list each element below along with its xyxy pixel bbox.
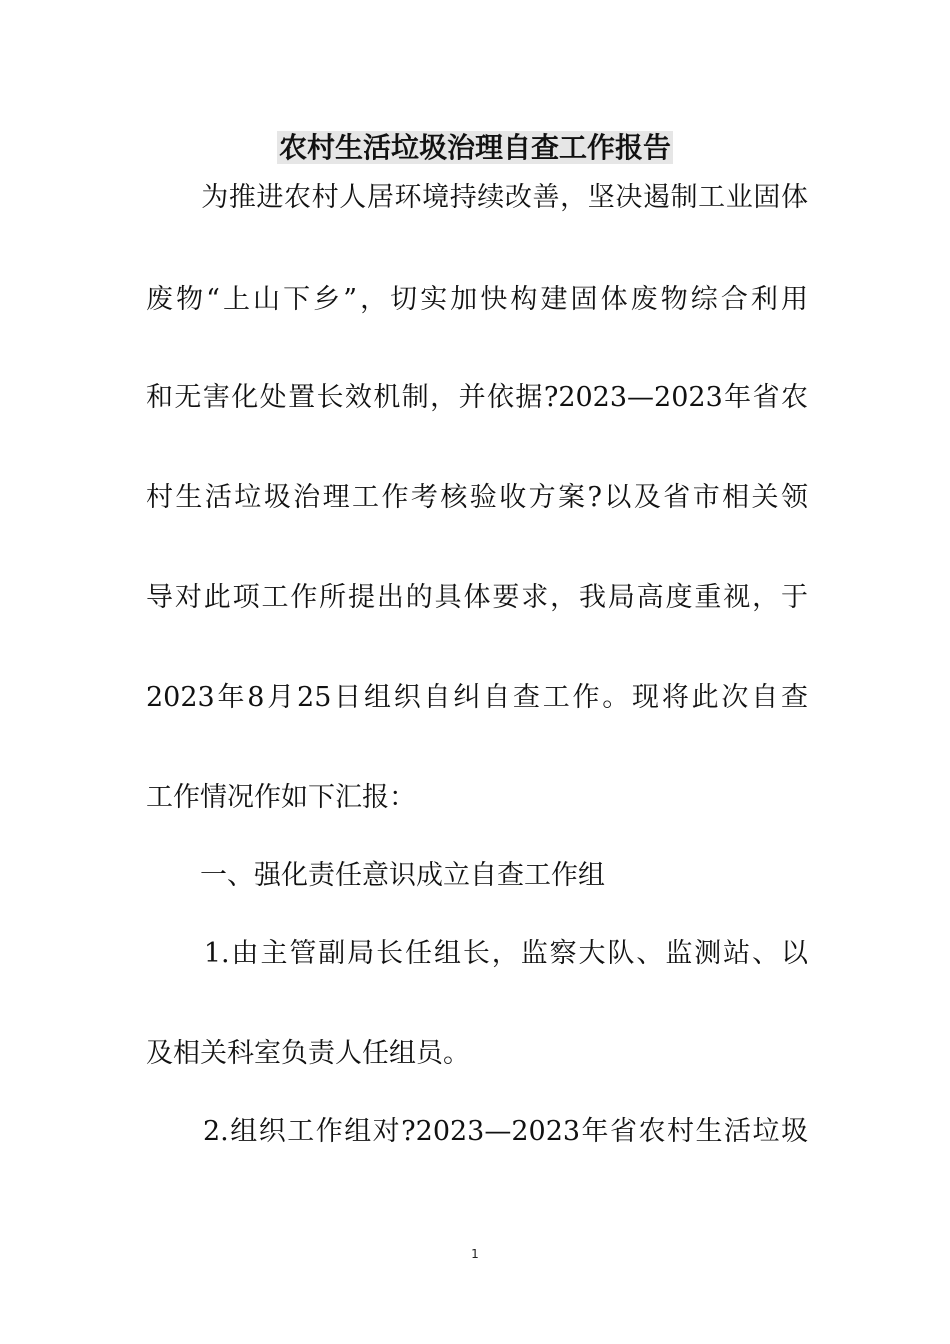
paragraph-line: 2023年8月25日组织自纠自查工作。现将此次自查: [146, 682, 808, 713]
document-title: [0, 128, 950, 168]
document-title-text: 农村生活垃圾治理自查工作报告: [278, 131, 671, 164]
paragraph-line: 导对此项工作所提出的具体要求，我局高度重视，于: [146, 582, 808, 613]
paragraph-line: 村生活垃圾治理工作考核验收方案?以及省市相关领: [146, 482, 808, 513]
section-heading: 一、强化责任意识成立自查工作组: [146, 860, 605, 891]
paragraph-line: 及相关科室负责人任组员。: [146, 1038, 470, 1069]
paragraph-line: 2.组织工作组对?2023—2023年省农村生活垃圾: [146, 1116, 808, 1147]
paragraph-line: 1.由主管副局长任组长，监察大队、监测站、以: [146, 938, 808, 969]
paragraph-line: 工作情况作如下汇报：: [146, 782, 416, 813]
page-number: 1: [471, 1247, 479, 1261]
paragraph-line: 废物“上山下乡”，切实加快构建固体废物综合利用: [146, 284, 808, 315]
paragraph-line: 为推进农村人居环境持续改善，坚决遏制工业固体: [146, 182, 808, 213]
paragraph-line: 和无害化处置长效机制，并依据?2023—2023年省农: [146, 382, 808, 413]
